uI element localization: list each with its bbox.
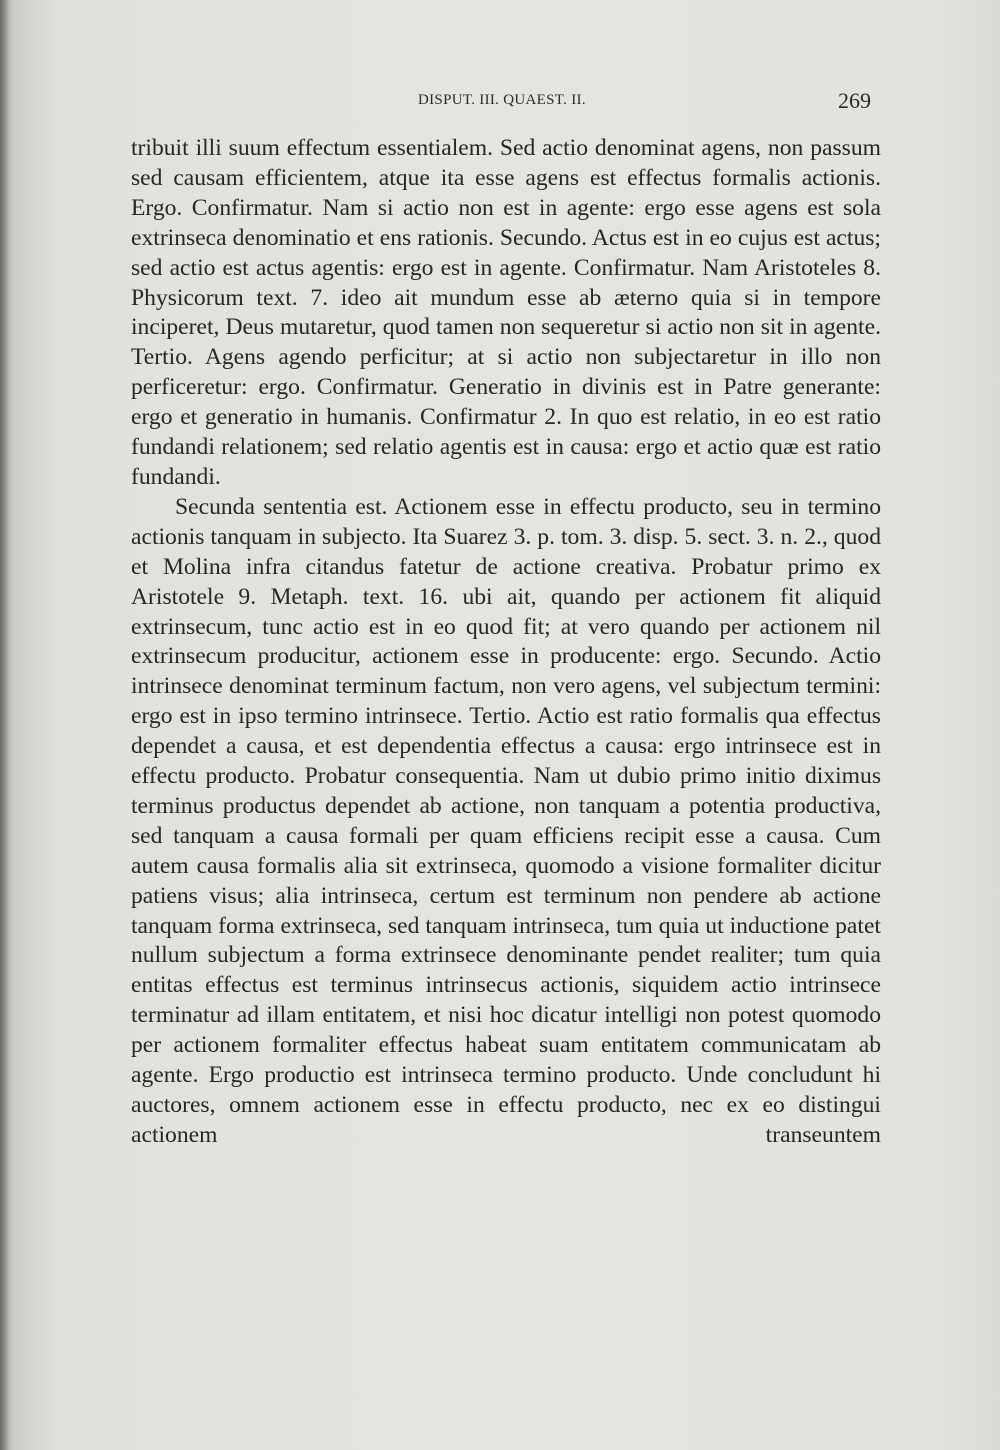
page-number: 269	[838, 88, 871, 113]
paragraph-1: tribuit illi suum effectum essentialem. Sed actio denominat agens, non passum sed causam efficientem, atque ita esse agens est effectus formalis actionis. Ergo. Confirmatur. Nam si actio non est in agente: ergo esse agens est sola extrinseca denominatio et ens rationis. Secundo. Actus est in eo cujus est actus; sed actio est actus agentis: ergo est in agente. Confirmatur. Nam Aristoteles 8. Physicorum text. 7. ideo ait mundum esse ab æterno quia si in tempore inciperet, Deus mutaretur, quod tamen non sequeretur si actio non sit in agente. Tertio. Agens agendo perficitur; at si actio non subjectaretur in illo non perficeretur: ergo. Confirmatur. Generatio in divinis est in Patre generante: ergo et generatio in humanis. Confirmatur 2. In quo est relatio, in eo est ratio fundandi relationem; sed relatio agentis est in causa: ergo et actio quæ est ratio fundandi.	[131, 135, 881, 490]
binding-gutter-shadow	[0, 0, 10, 1450]
running-title: DISPUT. III. QUAEST. II.	[418, 92, 586, 108]
running-header	[0, 88, 1000, 118]
body-text	[131, 134, 881, 1151]
paragraph-2: Secunda sententia est. Actionem esse in effectu producto, seu in termino actionis tanquam in subjecto. Ita Suarez 3. p. tom. 3. disp. 5. sect. 3. n. 2., quod et Molina infra citandus fatetur de actione creativa. Probatur primo ex Aristotele 9. Metaph. text. 16. ubi ait, quando per actionem fit aliquid extrinsecum, tunc actio est in eo quod fit; at vero quando per actionem nil extrinsecum producitur, actionem esse in producente: ergo. Secundo. Actio intrinsece denominat terminum factum, non vero agens, vel subjectum termini: ergo est in ipso termino intrinsece. Tertio. Actio est ratio formalis qua effectus dependet a causa, et est dependentia effectus a causa: ergo intrinsece est in effectu producto. Probatur consequentia. Nam ut dubio primo initio diximus terminus productus dependet ab actione, non tanquam a potentia productiva, sed tanquam a causa formali per quam efficiens recipit esse a causa. Cum autem causa formalis alia sit extrinseca, quomodo a visione formaliter dicitur patiens visus; alia intrinseca, certum est terminum non pendere ab actione tanquam forma extrinseca, sed tanquam intrinseca, tum quia ut inductione patet nullum subjectum a forma extrinsece denominante pendet realiter; tum quia entitas effectus est terminus intrinsecus actionis, siquidem actio intrinsece terminatur ad illam entitatem, et nisi hoc dicatur intelligi non potest quomodo per actionem formaliter effectus habeat suam entitatem communicatam ab agente. Ergo productio est intrinseca termino producto. Unde concludunt hi auctores, omnem actionem esse in effectu producto, nec ex eo distingui actionem transeuntem	[131, 493, 881, 1148]
